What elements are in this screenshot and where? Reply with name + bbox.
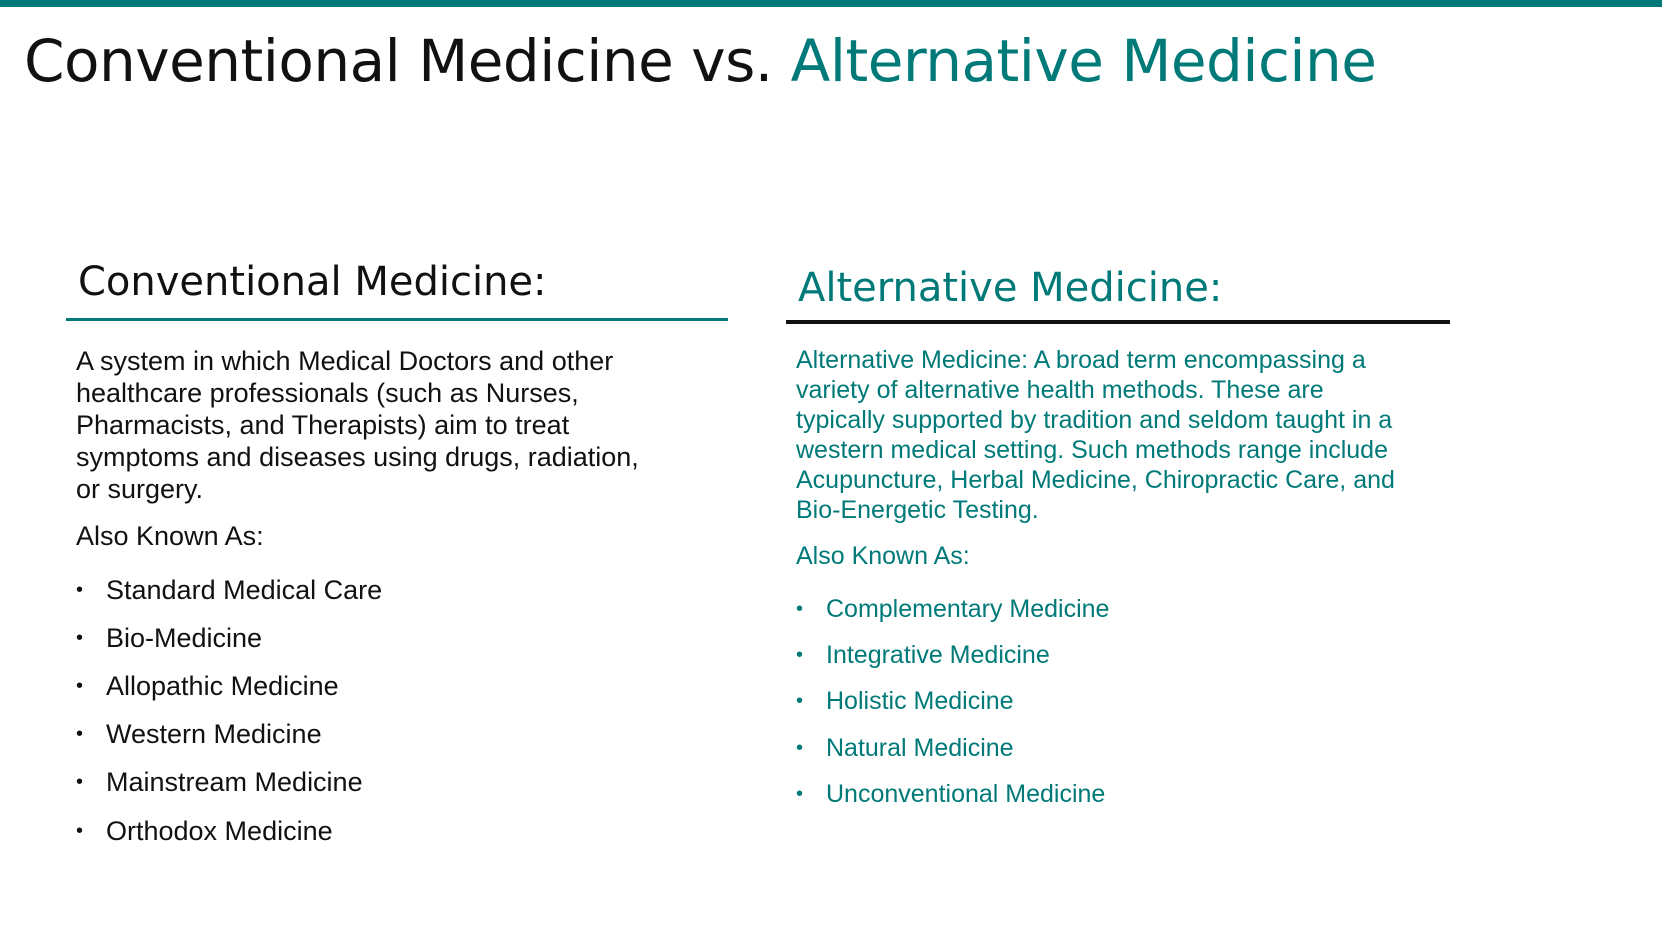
list-item-label: Unconventional Medicine: [826, 780, 1106, 809]
conventional-aka-list: [76, 566, 382, 855]
list-item: [796, 679, 1109, 725]
list-item-label: Allopathic Medicine: [106, 670, 339, 701]
alternative-heading-rule: [786, 320, 1450, 324]
bullet-icon: •: [76, 771, 84, 794]
bullet-icon: •: [76, 626, 84, 649]
list-item: [76, 662, 382, 710]
list-item: [76, 807, 382, 855]
list-item: [796, 725, 1109, 771]
bullet-icon: •: [796, 597, 804, 620]
alternative-aka-list: [796, 586, 1109, 818]
list-item-label: Mainstream Medicine: [106, 767, 363, 798]
list-item-label: Bio-Medicine: [106, 622, 263, 653]
bullet-icon: •: [796, 644, 804, 667]
alternative-heading: Alternative Medicine:: [798, 265, 1223, 311]
list-item-label: Standard Medical Care: [106, 574, 383, 605]
alternative-description: Alternative Medicine: A broad term encompassing a variety of alternative health methods. These are typically supported by tradition and seldom taught in a western medical setting. Such methods range include Acupuncture, Herbal Medicine, Chiropractic Care, and Bio-Energetic Testing.: [796, 346, 1395, 524]
conventional-aka-label: Also Known As:: [76, 521, 264, 551]
list-item-label: Holistic Medicine: [826, 687, 1014, 716]
slide-title-conventional: Conventional Medicine vs.: [24, 27, 773, 95]
bullet-icon: •: [76, 578, 84, 601]
list-item: [796, 586, 1109, 632]
list-item: [76, 759, 382, 807]
list-item: [76, 566, 382, 614]
conventional-heading-rule: [66, 318, 728, 321]
bullet-icon: •: [796, 783, 804, 806]
bullet-icon: •: [76, 819, 84, 842]
list-item-label: Integrative Medicine: [826, 641, 1050, 670]
slide-title-alternative: Alternative Medicine: [790, 27, 1377, 95]
bullet-icon: •: [796, 736, 804, 759]
top-accent-bar: [0, 0, 1662, 7]
list-item: [76, 614, 382, 662]
list-item-label: Natural Medicine: [826, 733, 1014, 762]
bullet-icon: •: [796, 690, 804, 713]
conventional-description: A system in which Medical Doctors and other healthcare professionals (such as Nurses, Pharmacists, and Therapists) aim to treat symptoms and diseases using drugs, radiation, or surgery.: [76, 346, 639, 504]
list-item: [76, 711, 382, 759]
conventional-heading: Conventional Medicine:: [78, 259, 547, 305]
alternative-aka-label: Also Known As:: [796, 542, 970, 570]
bullet-icon: •: [76, 674, 84, 697]
list-item: [796, 632, 1109, 678]
list-item-label: Western Medicine: [106, 719, 322, 750]
list-item-label: Complementary Medicine: [826, 594, 1110, 623]
slide-title: [24, 26, 1376, 96]
list-item-label: Orthodox Medicine: [106, 815, 333, 846]
bullet-icon: •: [76, 723, 84, 746]
list-item: [796, 772, 1109, 818]
